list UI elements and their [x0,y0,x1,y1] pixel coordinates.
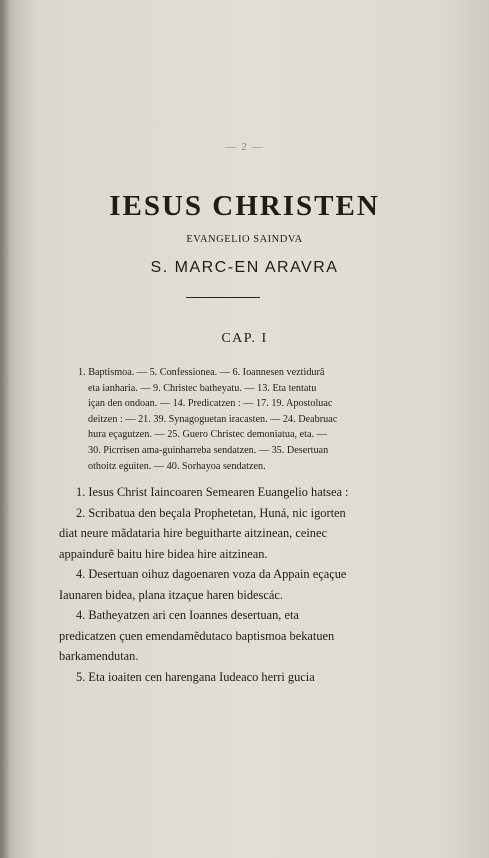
summary-line: deitzen : — 21. 39. Synagoguetan iracasten. — 24. Deabruac [88,413,338,425]
summary-line: içan den ondoan. — 14. Predicatzen : — 17. 19. Apostoluac [88,398,333,410]
summary-line: eta ianharia. — 9. Christec batheyatu. — 13. Eta tentatu [88,382,317,394]
verse-line: 4. Desertuan oihuz dagoenaren voza da Appain eçaçue [76,567,347,581]
page-number: — 2 — [225,141,264,153]
chapter-summary [78,365,412,474]
verse-line: 1. Iesus Christ Iaincoaren Semearen Euangelio hatsea : [76,485,349,499]
verse-line: 5. Eta ioaiten cen harengana Iudeaco herri gucia [76,669,315,684]
verse-line: 2. Scribatua den beçala Prophetetan, Huná, nic igorten [76,505,346,520]
summary-line: hura eçagutzen. — 25. Guero Christec demoniatua, eta. — [88,429,327,441]
verse-line: barkamendutan. [59,649,139,663]
verse-line: appaindurẽ baitu hire bidea hire aitzinean. [59,546,268,561]
verse-line: diat neure mãdataria hire beguitharte aitzinean, ceinec [59,526,327,540]
summary-line: 1. Baptismoa. — 5. Confessionea. — 6. Ioannesen veztidurâ [78,367,325,378]
verse-line: predicatzen çuen emendamẽdutaco baptismoa bekatuen [59,628,335,643]
summary-line: othoitz eguiten. — 40. Sorhayoa sendatzen. [88,460,266,472]
heading-divider [186,297,260,298]
page-subtitle: EVANGELIO SAINDVA [186,234,303,245]
summary-line: 30. Picrrisen ama-guinharreba sendatzen. — 35. Desertuan [88,444,329,456]
verse-text [59,482,429,687]
page-title: IESUS CHRISTEN [109,190,380,222]
chapter-heading: CAP. I [221,331,268,346]
verse-line: 4. Batheyatzen ari cen Ioannes desertuan, eta [76,608,299,622]
verse-line: Iaunaren bidea, plana itzaçue haren bidescác. [59,587,283,602]
gospel-author-heading: S. MARC-EN ARAVRA [150,259,339,276]
gutter-shadow [0,0,10,858]
